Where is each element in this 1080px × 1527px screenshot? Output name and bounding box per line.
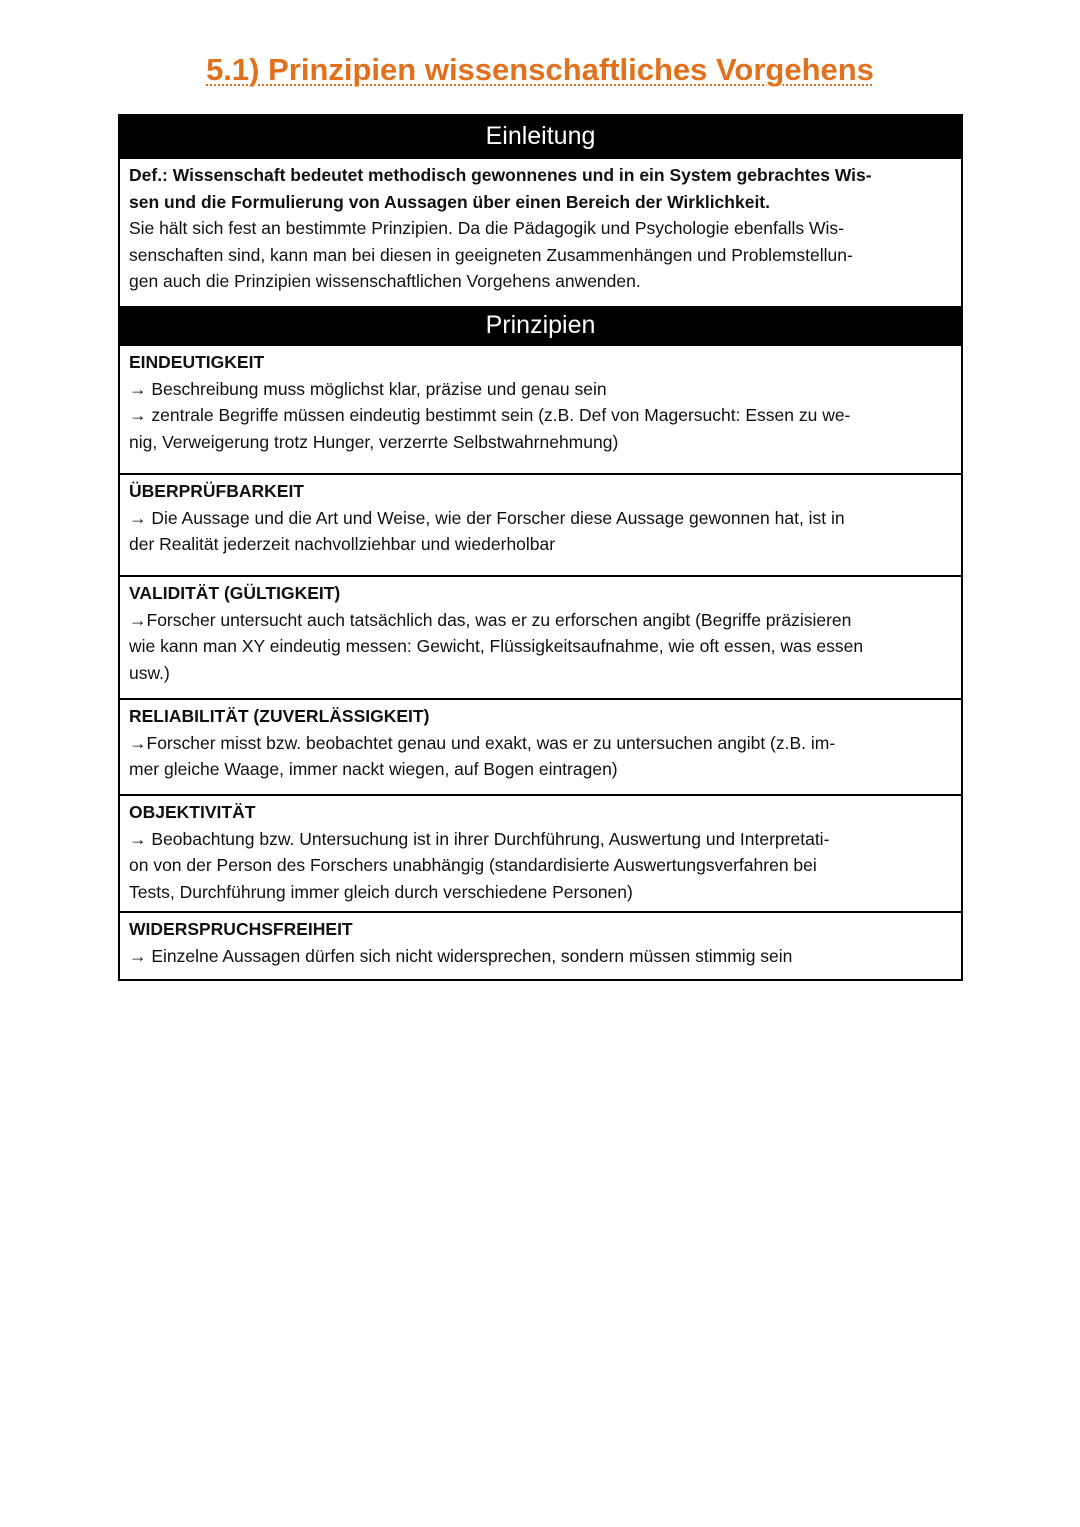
principle-description-line: →Forscher untersucht auch tatsächlich das, was er zu erforschen angibt (Begriffe präzisieren xyxy=(129,609,852,630)
principle-name: RELIABILITÄT (ZUVERLÄSSIGKEIT) xyxy=(129,706,430,726)
principle-description-line: mer gleiche Waage, immer nackt wiegen, auf Bogen eintragen) xyxy=(129,759,618,779)
principle-description-line: →Forscher misst bzw. beobachtet genau und exakt, was er zu untersuchen angibt (z.B. im- xyxy=(129,732,836,753)
intro-text-line: gen auch die Prinzipien wissenschaftlichen Vorgehens anwenden. xyxy=(129,271,641,291)
principle-cell xyxy=(120,794,961,911)
principle-cell xyxy=(120,698,961,794)
principle-name: WIDERSPRUCHSFREIHEIT xyxy=(129,919,353,939)
principle-description-line: wie kann man XY eindeutig messen: Gewicht, Flüssigkeitsaufnahme, wie oft essen, was essen xyxy=(129,636,864,656)
page-title: 5.1) Prinzipien wissenschaftliches Vorgehens xyxy=(206,52,874,87)
principle-description-line: nig, Verweigerung trotz Hunger, verzerrte Selbstwahrnehmung) xyxy=(129,431,619,452)
principle-description-line: on von der Person des Forschers unabhängig (standardisierte Auswertungsverfahren bei xyxy=(129,855,817,875)
definition-line: sen und die Formulierung von Aussagen über einen Bereich der Wirklichkeit. xyxy=(129,191,770,212)
principle-cell xyxy=(120,344,961,473)
principle-description-line: usw.) xyxy=(129,662,170,683)
intro-text-line: senschaften sind, kann man bei diesen in geeigneten Zusammenhängen und Problemstellun- xyxy=(129,244,853,265)
principle-cell xyxy=(120,911,961,979)
intro-text-line: Sie hält sich fest an bestimmte Prinzipien. Da die Pädagogik und Psychologie ebenfalls Wis- xyxy=(129,218,844,238)
principle-description-line: Tests, Durchführung immer gleich durch verschiedene Personen) xyxy=(129,881,633,902)
principle-description-line: → Einzelne Aussagen dürfen sich nicht widersprechen, sondern müssen stimmig sein xyxy=(129,945,793,966)
principle-name: EINDEUTIGKEIT xyxy=(129,352,265,372)
principle-description-line: → zentrale Begriffe müssen eindeutig bestimmt sein (z.B. Def von Magersucht: Essen zu we- xyxy=(129,405,851,425)
principle-cell xyxy=(120,473,961,575)
definition-line: Def.: Wissenschaft bedeutet methodisch gewonnenes und in ein System gebrachtes Wis- xyxy=(129,165,872,185)
principle-name: ÜBERPRÜFBARKEIT xyxy=(129,481,304,501)
section-header-einleitung: Einleitung xyxy=(120,116,961,157)
principles-table xyxy=(118,114,963,981)
principle-description-line: → Beobachtung bzw. Untersuchung ist in ihrer Durchführung, Auswertung und Interpretati- xyxy=(129,828,830,849)
section-header-prinzipien: Prinzipien xyxy=(120,306,961,344)
intro-cell xyxy=(120,157,961,306)
principle-name: VALIDITÄT (GÜLTIGKEIT) xyxy=(129,583,341,603)
principle-description-line: → Beschreibung muss möglichst klar, präzise und genau sein xyxy=(129,378,607,399)
principle-name: OBJEKTIVITÄT xyxy=(129,802,256,822)
principle-cell xyxy=(120,575,961,698)
principle-description-line: → Die Aussage und die Art und Weise, wie der Forscher diese Aussage gewonnen hat, ist in xyxy=(129,507,845,528)
principle-description-line: der Realität jederzeit nachvollziehbar und wiederholbar xyxy=(129,534,556,554)
